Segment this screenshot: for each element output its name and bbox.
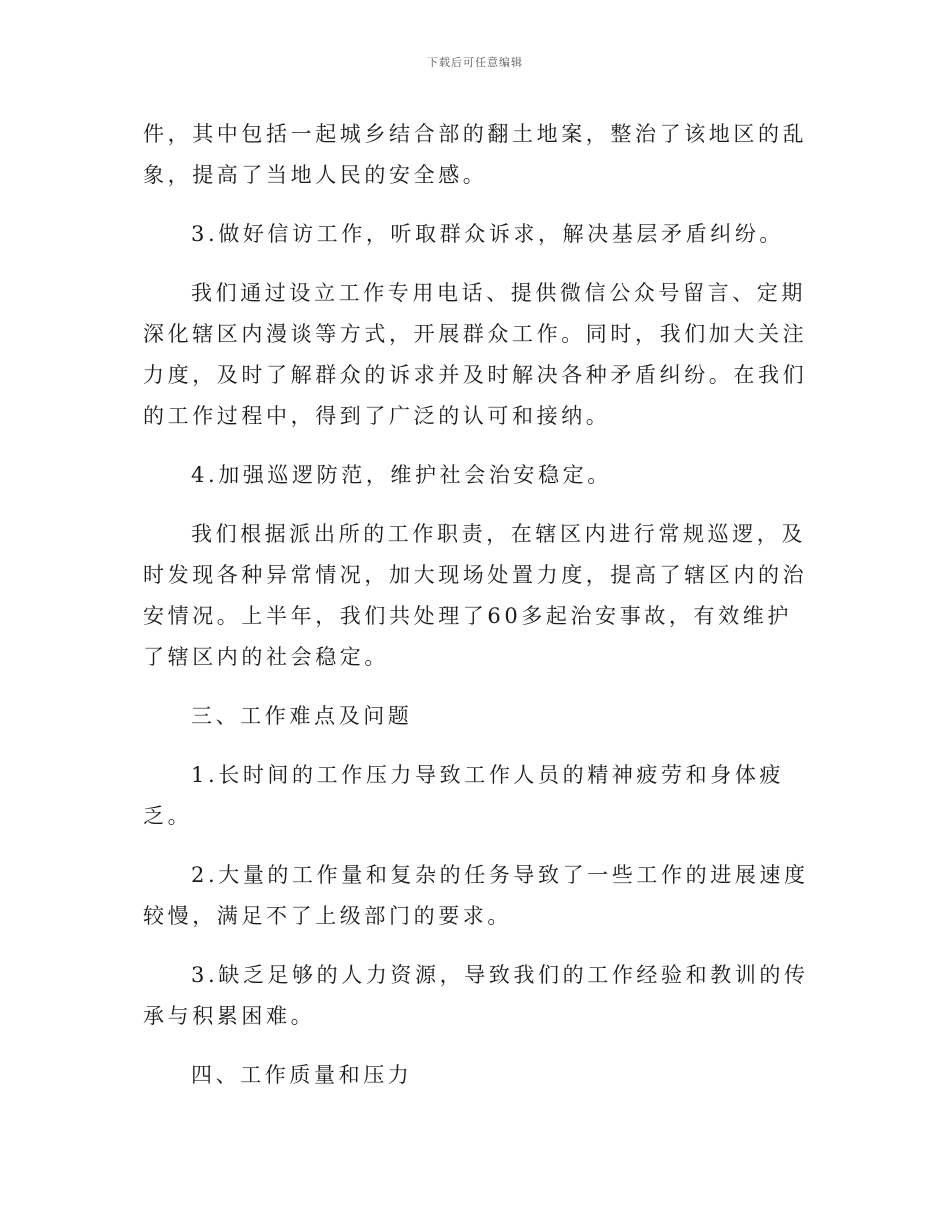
subheading-petition-work: 3.做好信访工作，听取群众诉求，解决基层矛盾纠纷。 [191, 222, 785, 246]
difficulty-item-3: 3.缺乏足够的人力资源，导致我们的工作经验和教训的传承与积累困难。 [143, 963, 809, 1028]
paragraph-continuation: 件，其中包括一起城乡结合部的翻土地案，整治了该地区的乱象，提高了当地人民的安全感。 [143, 122, 808, 187]
paragraph-petition-work: 我们通过设立工作专用电话、提供微信公众号留言、定期深化辖区内漫谈等方式，开展群众工作。同时，我们加大关注力度，及时了解群众的诉求并及时解决各种矛盾纠纷。在我们的工作过程中，得到了广泛的认可和接纳。 [143, 281, 808, 428]
difficulty-item-1: 1.长时间的工作压力导致工作人员的精神疲劳和身体疲乏。 [143, 763, 785, 828]
difficulty-item-2: 2.大量的工作量和复杂的任务导致了一些工作的进展速度较慢，满足不了上级部门的要求。 [143, 863, 809, 928]
paragraph-patrol: 我们根据派出所的工作职责，在辖区内进行常规巡逻，及时发现各种异常情况，加大现场处置力度，提高了辖区内的治安情况。上半年，我们共处理了60多起治安事故，有效维护了辖区内的社会稳定。 [143, 522, 808, 669]
subheading-patrol: 4.加强巡逻防范，维护社会治安稳定。 [191, 463, 612, 487]
document-body [143, 114, 811, 1114]
section-heading-difficulties: 三、工作难点及问题 [191, 704, 413, 728]
section-heading-quality: 四、工作质量和压力 [191, 1063, 413, 1087]
page-header: 下载后可任意编辑 [427, 56, 523, 69]
